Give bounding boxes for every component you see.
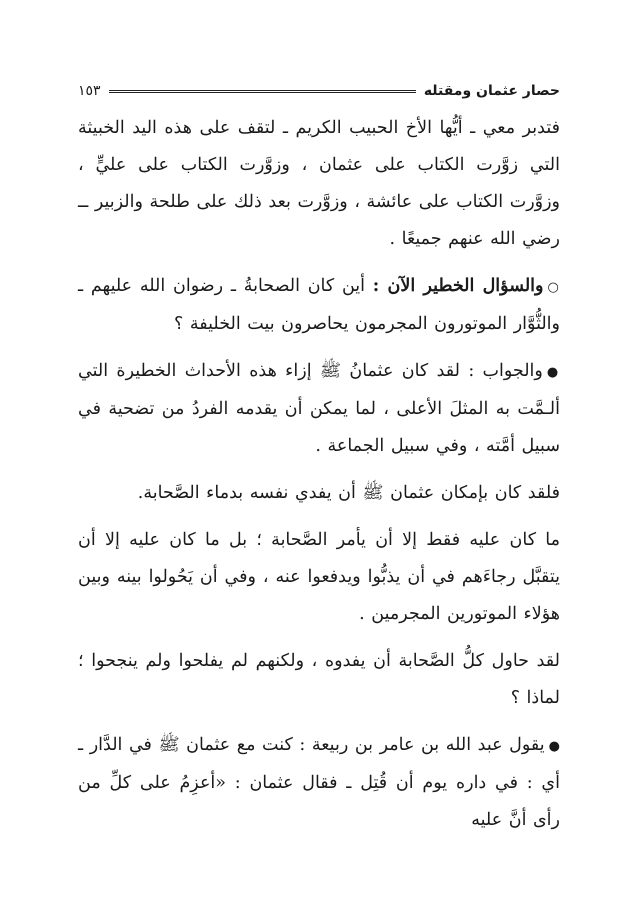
paragraph-question [78,268,560,343]
page-number: ١٥٣ [78,83,101,99]
paragraph-text: أين كان الصحابةُ ـ رضوان الله عليهم ـ والثُّوَّار الموتورون المجرمون يحاصرون بيت الخليفة ؟ [78,276,560,334]
paragraph-text: فتدبر معي ـ أيُّها الأخ الحبيب الكريم ـ لتقف على هذه اليد الخبيثة التي زوَّرت الكتاب على عثمان ، وزوَّرت الكتاب على عليٍّ ، وزوَّرت الكتاب على عائشة ، وزوَّرت بعد ذلك على طلحة والزبير ــ رضي الله عنهم جميعًا . [78,118,560,249]
paragraph-answer [78,353,560,465]
running-header [78,78,560,104]
paragraph-text: يقول عبد الله بن عامر بن ربيعة : كنت مع عثمان ﷺ في الدَّار ـ أي : في داره يوم أن قُتِل ـ فقال عثمان : «أعزِمُ على كلِّ من رأى أنَّ عليه [78,735,560,830]
header-title: حصار عثمان ومقتله [423,83,560,99]
paragraph-text: فلقد كان بإمكان عثمان ﷺ أن يفدي نفسه بدماء الصَّحابة. [137,483,560,503]
question-lead: والسؤال الخطير الآن : [372,276,544,296]
dot-bullet-icon: ● [546,365,560,380]
paragraph-text: والجواب : لقد كان عثمانُ ﷺ إزاء هذه الأحداث الخطيرة التي ألـمَّت به المثلَ الأعلى ، لما يمكن أن يقدمه الفردُ من تضحية في سبيل أمَّته ، وفي سبيل الجماعة . [78,361,560,456]
book-page [78,78,560,858]
paragraph-why [78,643,560,717]
header-rule [109,90,416,93]
dot-bullet-icon: ● [548,739,560,754]
paragraph-text: ما كان عليه فقط إلا أن يأمر الصَّحابة ؛ بل ما كان عليه إلا أن يتقبَّل رجاءَهم في أن يذبُّوا ويدفعوا عنه ، وفي أن يَحُولوا بينه وبين هؤلاء الموتورين المجرمين . [78,530,560,624]
paragraph-narration [78,727,560,839]
circle-bullet-icon: ○ [547,280,561,295]
paragraph-sacrifice [78,475,560,512]
paragraph-forged-letters [78,110,560,258]
paragraph-text: لقد حاول كلُّ الصَّحابة أن يفدوه ، ولكنهم لم يفلحوا ولم ينجحوا ؛ لماذا ؟ [78,651,560,708]
paragraph-companions-request [78,522,560,633]
